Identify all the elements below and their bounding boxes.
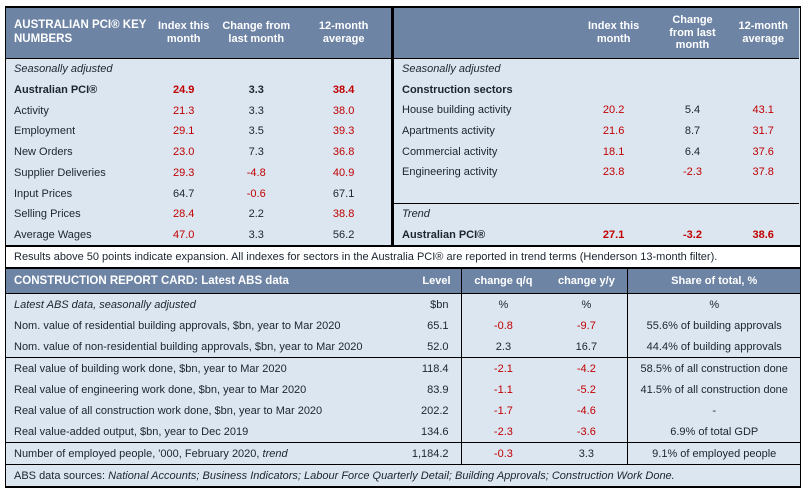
table-title: CONSTRUCTION REPORT CARD: Latest ABS data [6, 268, 396, 294]
row-label: Engineering activity [402, 166, 498, 179]
index-value: 64.7 [172, 187, 195, 200]
share-value: - [712, 404, 717, 417]
index-value: 29.1 [172, 125, 195, 138]
row-label: Selling Prices [14, 208, 81, 221]
row-label: Nom. value of residential building approvals, $bn, year to Mar 2020 [14, 319, 341, 332]
table-row [6, 121, 391, 142]
share-value: 41.5% of all construction done [640, 383, 788, 396]
change-qq-value: 2.3 [461, 336, 545, 358]
table-row [6, 315, 801, 336]
change-value: 3.3 [248, 104, 264, 117]
index-value: 47.0 [172, 228, 195, 241]
index-value: 27.1 [602, 229, 625, 242]
change-value: 3.3 [248, 84, 264, 97]
col-header-index: Index this month [151, 8, 216, 59]
change-value: -2.3 [683, 166, 702, 179]
pci-key-numbers-table [6, 8, 391, 245]
row-label: Real value of engineering work done, $bn, year to Mar 2020 [14, 383, 307, 396]
row-label: Australian PCI® [402, 229, 486, 242]
change-yy-value: % [545, 294, 628, 316]
index-value: 29.3 [172, 166, 195, 179]
change-yy-value: -3.6 [545, 421, 628, 443]
row-label: Employment [14, 125, 76, 138]
row-label: Supplier Deliveries [14, 166, 106, 179]
table-row [6, 204, 391, 225]
change-value: -4.8 [246, 166, 266, 179]
construction-sectors-table [391, 8, 799, 245]
average-value: 67.1 [332, 187, 355, 200]
sources-row [6, 465, 801, 488]
average-value: 31.7 [752, 125, 774, 138]
sources-text: ABS data sources: National Accounts; Business Indicators; Labour Force Quarterly Detail; Building Approvals; Construction Work Done. [14, 469, 675, 482]
row-label: Apartments activity [402, 125, 495, 138]
table-row [6, 142, 391, 163]
key-numbers-section [5, 6, 801, 247]
change-yy-value: -4.2 [545, 358, 628, 380]
table-row [6, 379, 801, 400]
average-value: 38.4 [332, 84, 355, 97]
average-value: 40.9 [332, 166, 355, 179]
col-header-level: Level [395, 268, 461, 294]
row-label: Real value of building work done, $bn, year to Mar 2020 [14, 362, 287, 375]
index-value: 28.4 [172, 208, 195, 221]
change-value: 6.4 [684, 145, 701, 158]
col-header-change-qq: change q/q [461, 268, 545, 294]
change-value: 2.2 [248, 208, 264, 221]
change-yy-value: 3.3 [545, 443, 628, 465]
index-value: 23.0 [172, 146, 195, 159]
average-value: 37.6 [752, 145, 774, 158]
table-row [393, 100, 800, 121]
average-value: 38.8 [332, 208, 355, 221]
table-row [6, 100, 391, 121]
share-value: 58.5% of all construction done [640, 362, 788, 375]
share-value: % [709, 298, 720, 311]
row-label: New Orders [14, 146, 73, 159]
table-row [393, 162, 800, 183]
index-value: 21.3 [172, 104, 195, 117]
table-row [6, 421, 801, 443]
change-qq-value: % [498, 298, 509, 311]
table-row [393, 225, 800, 246]
change-yy-value: -9.7 [545, 315, 628, 336]
note-text: Results above 50 points indicate expansion. All indexes for sectors in the Australia PCI® are reported in trend terms (Henderson 13-month filter). [14, 251, 718, 264]
index-value: 18.1 [602, 145, 625, 158]
level-value: 134.6 [395, 421, 461, 443]
header-row [6, 8, 391, 59]
average-value: 38.6 [752, 229, 774, 242]
table-title: AUSTRALIAN PCI® KEY NUMBERS [6, 8, 151, 59]
table-row [393, 121, 800, 142]
change-qq-value: -0.8 [493, 319, 513, 332]
change-qq-value: -1.7 [493, 404, 513, 417]
change-qq-value: -0.3 [461, 443, 545, 465]
table-row [6, 443, 801, 465]
col-header-average: 12-month average [727, 8, 799, 59]
change-value: -0.6 [246, 187, 266, 200]
average-value: 39.3 [332, 125, 355, 138]
section-label: Construction sectors [402, 83, 513, 96]
row-label: Commercial activity [402, 145, 498, 158]
pci-report-sheet [5, 6, 801, 488]
table-row [6, 183, 391, 204]
units-row [6, 294, 801, 316]
section-row [393, 204, 800, 225]
section-label: Trend [393, 204, 570, 225]
section-row [6, 59, 391, 80]
table-row [6, 80, 391, 101]
index-value: 20.2 [602, 104, 625, 117]
table-row [6, 358, 801, 380]
section-label: Seasonally adjusted [14, 63, 113, 76]
level-value: $bn [395, 294, 461, 316]
change-qq-value: -2.3 [461, 421, 545, 443]
average-value: 36.8 [332, 146, 355, 159]
change-qq-value: -1.1 [493, 383, 513, 396]
table-row [393, 141, 800, 162]
level-value: 83.9 [395, 379, 461, 400]
col-header-change: Change from last month [658, 8, 728, 59]
row-label: Real value-added output, $bn, year to Dec 2019 [6, 421, 396, 443]
row-label: Real value of all construction work done, $bn, year to Mar 2020 [14, 404, 323, 417]
col-header-change-yy: change y/y [545, 268, 628, 294]
average-value: 43.1 [752, 104, 774, 117]
average-value: 56.2 [332, 228, 355, 241]
change-value: 7.3 [248, 146, 264, 159]
change-value: 3.5 [248, 125, 264, 138]
row-label: Average Wages [14, 228, 92, 241]
change-yy-value: -4.6 [545, 400, 628, 421]
row-label-trend: trend [262, 447, 288, 460]
row-label: Australian PCI® [14, 84, 98, 97]
table-row [6, 400, 801, 421]
expansion-note [5, 247, 801, 267]
share-value: 55.6% of building approvals [646, 319, 782, 332]
col-header-share: Share of total, % [628, 268, 801, 294]
index-value: 24.9 [172, 84, 195, 97]
level-value: 1,184.2 [395, 443, 461, 465]
change-value: 3.3 [248, 228, 264, 241]
average-value: 37.8 [752, 166, 774, 179]
row-label: Input Prices [14, 187, 73, 200]
spacer-row [393, 183, 800, 204]
share-value: 6.9% of total GDP [628, 421, 801, 443]
table-row [6, 336, 801, 358]
row-label: Activity [14, 104, 49, 117]
change-yy-value: -5.2 [545, 379, 628, 400]
row-label: Latest ABS data, seasonally adjusted [14, 298, 196, 311]
empty-title-cell [393, 8, 570, 59]
col-header-average: 12-month average [296, 8, 391, 59]
row-label: Nom. value of non-residential building approvals, $bn, year to Mar 2020 [6, 336, 396, 358]
construction-report-card-table [5, 267, 801, 488]
table-row [6, 225, 391, 246]
section-row [393, 59, 800, 80]
level-value: 52.0 [395, 336, 461, 358]
section-row [393, 80, 800, 101]
table-row [6, 163, 391, 184]
change-value: 8.7 [684, 125, 701, 138]
change-value: 5.4 [684, 104, 701, 117]
change-value: -3.2 [683, 229, 702, 242]
level-value: 118.4 [395, 358, 461, 380]
level-value: 65.1 [395, 315, 461, 336]
index-value: 21.6 [602, 125, 625, 138]
col-header-change: Change from last month [216, 8, 296, 59]
average-value: 38.0 [332, 104, 355, 117]
row-label: House building activity [402, 104, 512, 117]
level-value: 202.2 [395, 400, 461, 421]
section-label: Seasonally adjusted [402, 63, 501, 76]
change-qq-value: -2.1 [493, 362, 513, 375]
share-value: 44.4% of building approvals [628, 336, 801, 358]
col-header-index: Index this month [570, 8, 658, 59]
row-label: Number of employed people, '000, February 2020, trend [6, 443, 396, 465]
header-row [6, 268, 801, 294]
change-yy-value: 16.7 [545, 336, 628, 358]
share-value: 9.1% of employed people [628, 443, 801, 465]
header-row [393, 8, 800, 59]
index-value: 23.8 [602, 166, 625, 179]
